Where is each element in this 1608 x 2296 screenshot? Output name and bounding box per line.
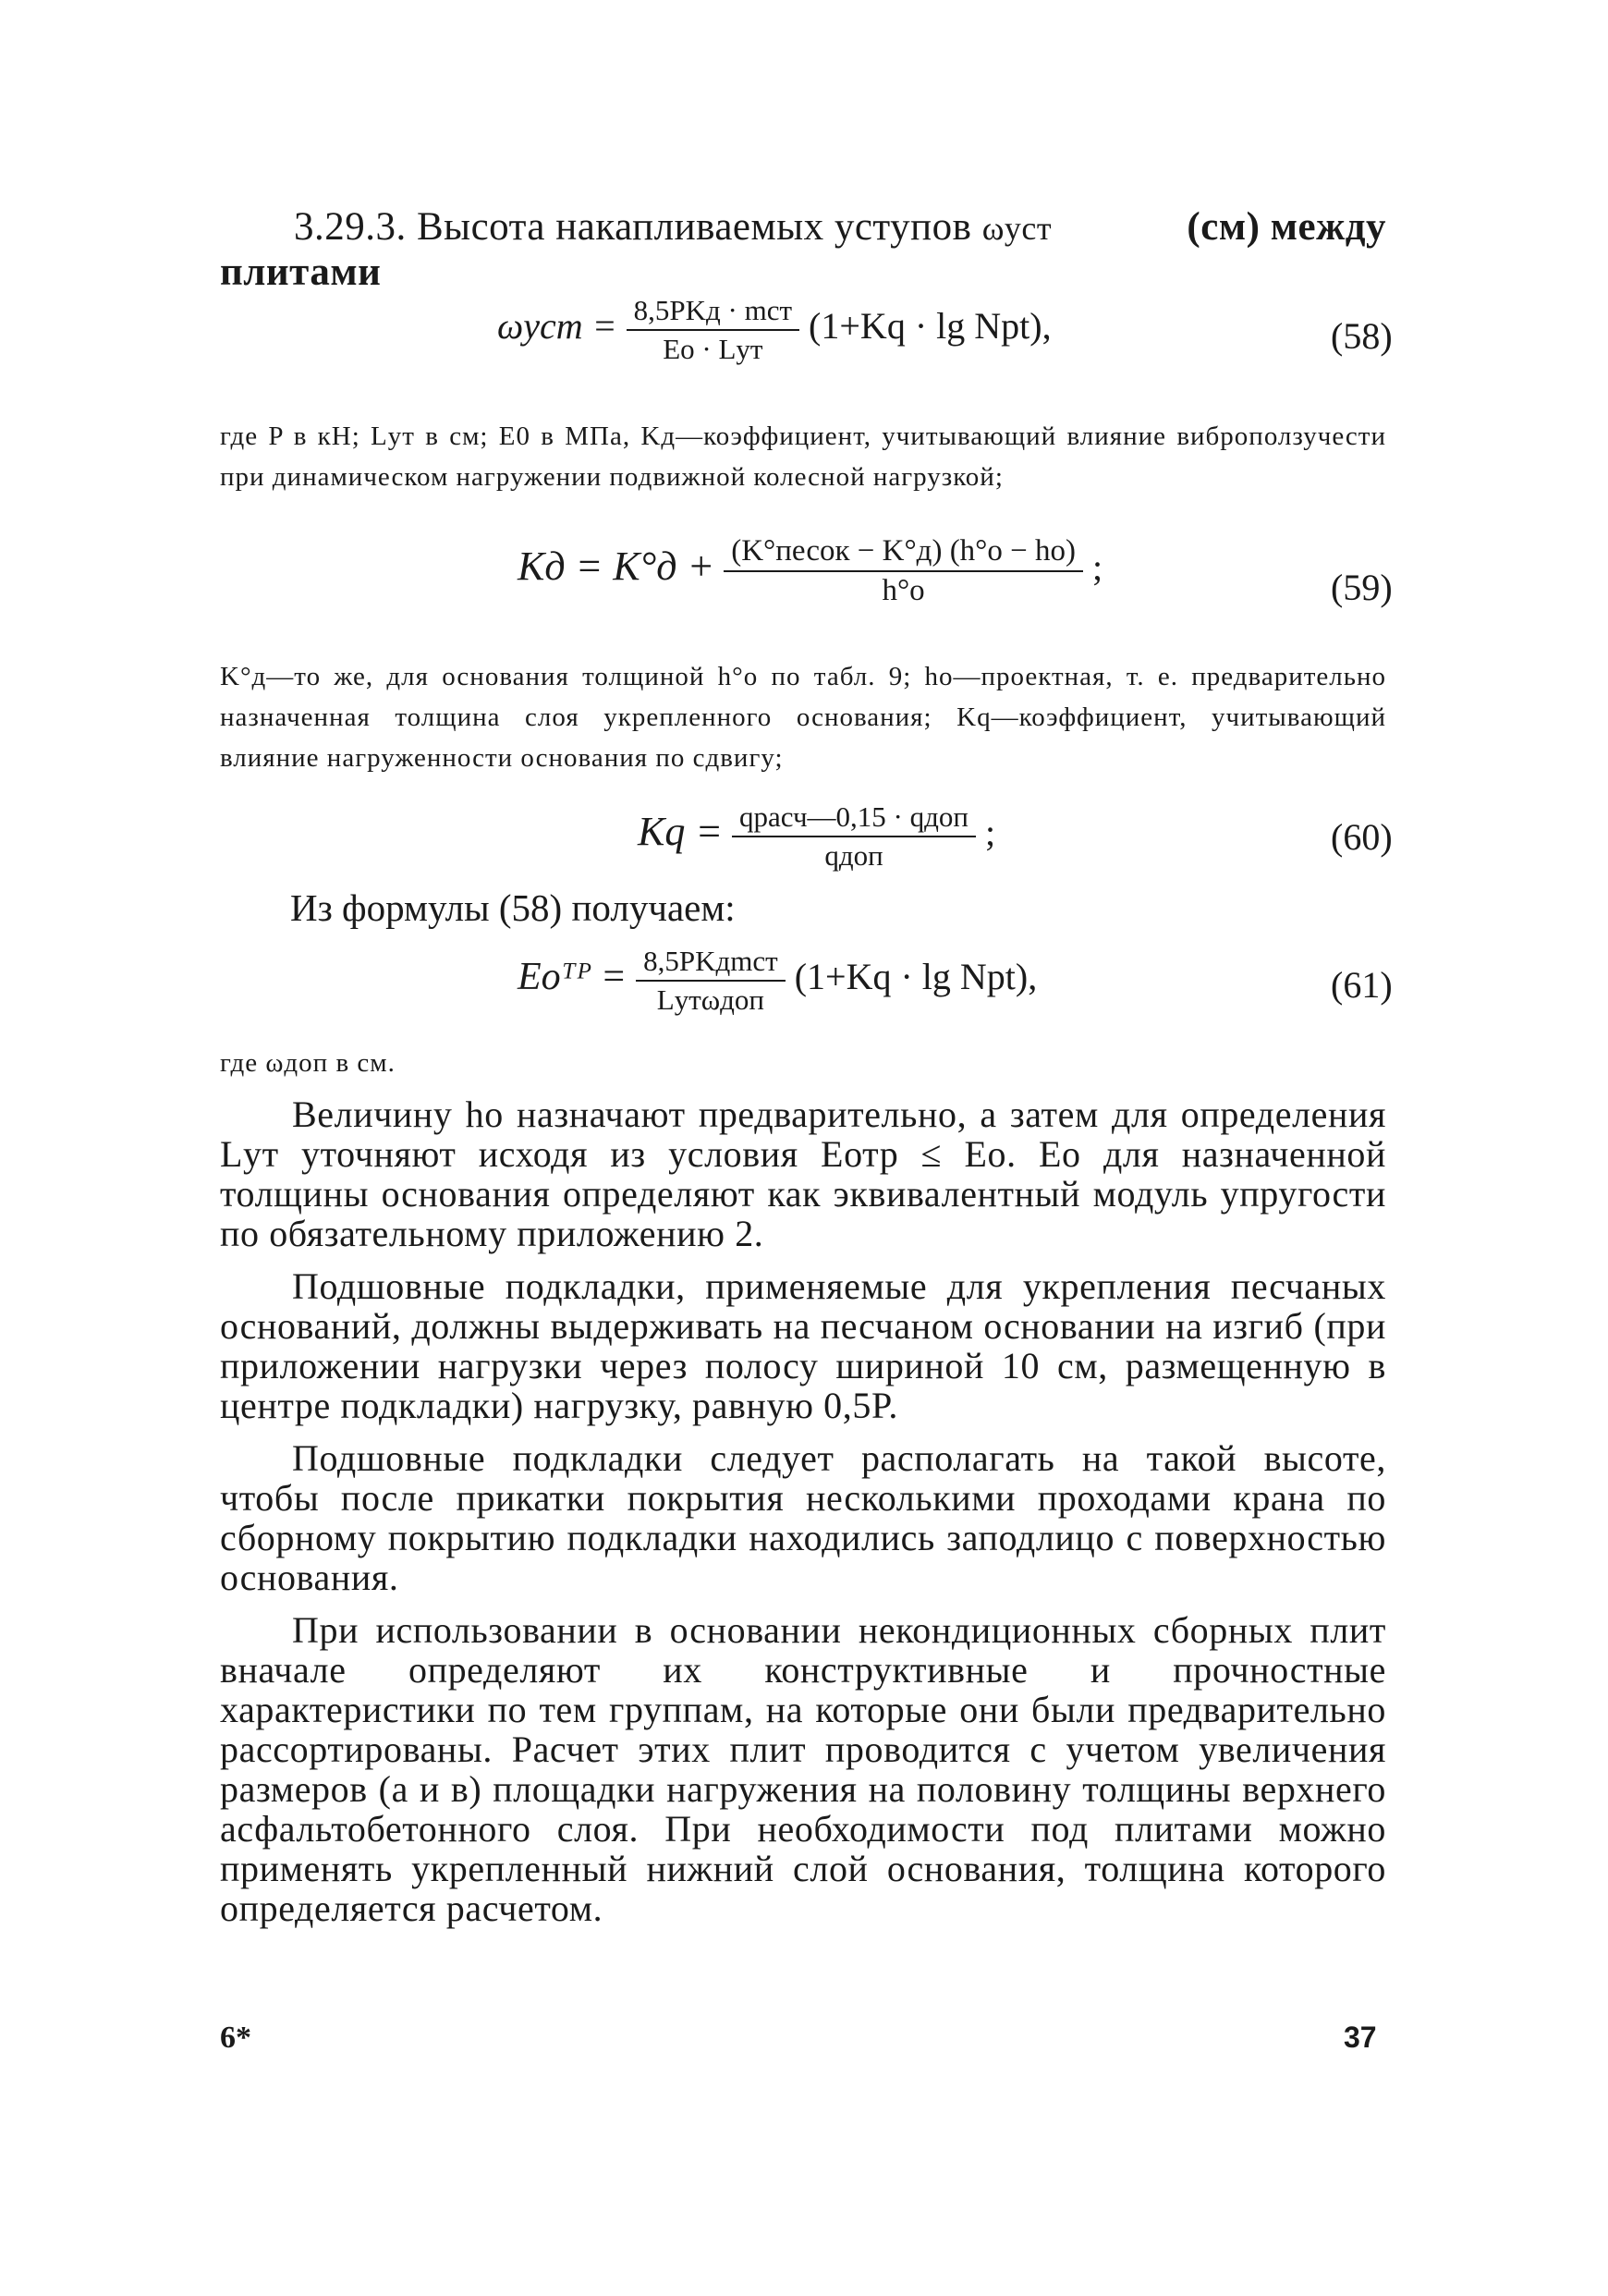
formula-60 bbox=[638, 800, 995, 873]
formula-59-numerator: (K°песок − K°д) (h°о − hо) bbox=[724, 534, 1083, 572]
formula-58-numerator: 8,5PKд · mст bbox=[627, 294, 799, 331]
formula-60-numerator: qрасч—0,15 · qдоп bbox=[732, 800, 976, 837]
section-number: 3.29.3. bbox=[294, 205, 407, 249]
where-59-text: K°д—то же, для основания толщиной h°о по табл. 9; hо—проектная, т. е. предварительно назначенная толщина слоя укрепленного основания; Kq—коэффициент, учитывающий влияние нагруженности основания по сдвигу; bbox=[220, 662, 1386, 773]
formula-61 bbox=[518, 945, 1037, 1017]
paragraph-2: Подшовные подкладки, применяемые для укрепления песчаных оснований, должны выдерживать на песчаном основании на изгиб (при приложении нагрузки через полосу шириной 10 см, размещенную в центре подкладки) нагрузку, равную 0,5P. bbox=[220, 1265, 1386, 1426]
formula-60-denominator: qдоп bbox=[824, 839, 883, 872]
formula-58-denominator: Eо · Lут bbox=[663, 333, 763, 365]
formula-61-tail: (1+Kq · lg Npt), bbox=[794, 956, 1038, 998]
formula-59-lhs: Kд = K°д + bbox=[518, 543, 715, 590]
equation-number-60: (60) bbox=[1331, 816, 1393, 858]
formula-61-denominator: Lутωдоп bbox=[656, 983, 765, 1016]
lead-61: Из формулы (58) получаем: bbox=[290, 886, 736, 929]
formula-58-tail: (1+Kq · lg Npt), bbox=[809, 305, 1052, 348]
formula-58 bbox=[497, 294, 1052, 366]
paragraph-1: Величину hо назначают предварительно, а затем для определения Lут уточняют исходя из условия Eотр ≤ Eо. Eо для назначенной толщины основания определяют как эквивалентный модуль упругости по обязательному приложению 2. bbox=[220, 1093, 1386, 1254]
formula-59-denominator: h°о bbox=[882, 574, 925, 607]
formula-61-lhs: Eоᵀᴾ = bbox=[518, 956, 627, 999]
body-paragraphs bbox=[220, 1094, 1386, 1928]
equation-number-59: (59) bbox=[1331, 567, 1393, 608]
formula-58-lhs: ωуст = bbox=[497, 305, 617, 348]
section-symbol: ωуст bbox=[981, 210, 1053, 247]
section-title-line2: плитами bbox=[220, 250, 382, 294]
section-heading bbox=[220, 205, 1386, 295]
formula-59-tail: ; bbox=[1091, 546, 1103, 589]
where-61-text: где ωдоп в см. bbox=[220, 1048, 396, 1078]
where-58-text: где P в кН; Lут в см; E0 в МПа, Kд—коэффициент, учитывающий влияние виброползучести при динамическом нагружении подвижной колесной нагрузкой; bbox=[220, 421, 1386, 492]
section-title-end: между bbox=[1270, 205, 1386, 249]
signature-mark: 6* bbox=[220, 2021, 251, 2055]
formula-61-numerator: 8,5PKдmст bbox=[636, 945, 786, 982]
section-title: Высота накапливаемых уступов bbox=[417, 205, 972, 249]
paragraph-3: Подшовные подкладки следует располагать на такой высоте, чтобы после прикатки покрытия несколькими проходами крана по сборному покрытию подкладки находились заподлицо с поверхностью основания. bbox=[220, 1437, 1386, 1598]
page-number: 37 bbox=[1344, 2021, 1377, 2054]
formula-60-tail: ; bbox=[984, 812, 996, 854]
equation-number-58: (58) bbox=[1331, 315, 1393, 357]
formula-59 bbox=[518, 534, 1102, 608]
equation-number-61: (61) bbox=[1331, 964, 1393, 1006]
paragraph-4: При использовании в основании некондиционных сборных плит вначале определяют их конструктивные и прочностные характеристики по тем группам, на которые они были предварительно рассортированы. Расчет этих плит проводится с учетом увеличения размеров (а и в) площадки нагружения на половину толщины верхнего асфальтобетонного слоя. При необходимости под плитами можно применять укрепленный нижний слой основания, толщина которого определяется расчетом. bbox=[220, 1609, 1386, 1929]
formula-60-lhs: Kq = bbox=[638, 809, 724, 855]
section-unit: (см) bbox=[1187, 205, 1261, 249]
